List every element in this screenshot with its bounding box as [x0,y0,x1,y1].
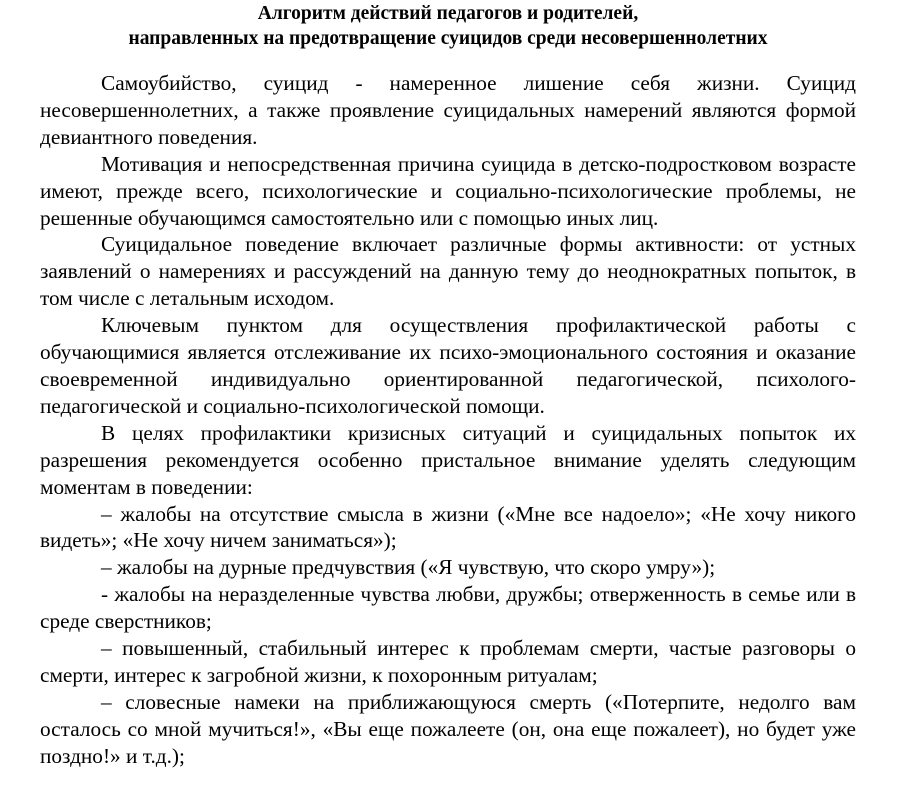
list-item: – жалобы на отсутствие смысла в жизни («Мне все надоело»; «Не хочу никого видеть»; «Не хочу ничем заниматься»); [40,501,856,553]
list-item: – словесные намеки на приближающуюся смерть («Потерпите, недолго вам осталось со мной мучиться!», «Вы еще пожалеете (он, она еще пожалеет), но будет уже поздно!» и т.д.); [40,689,856,768]
list-item: – повышенный, стабильный интерес к проблемам смерти, частые разговоры о смерти, интерес к загробной жизни, к похоронным ритуалам; [40,636,856,687]
list-item: - жалобы на неразделенные чувства любви, дружбы; отверженность в семье или в среде сверстников; [40,582,856,634]
list-item: – жалобы на дурные предчувствия («Я чувствую, что скоро умру»); [101,555,716,580]
paragraph-behavior-forms: Суицидальное поведение включает различные формы активности: от устных заявлений о намерениях и рассуждений на данную тему до неоднократных попыток, в том числе с летальным исходом. [40,232,856,311]
title-line-2: направленных на предотвращение суицидов среди несовершеннолетних [128,28,768,49]
document-body [40,70,856,770]
document-title [40,0,856,51]
paragraph-key-point: Ключевым пунктом для осуществления профилактической работы с обучающимися является отслеживание их психо-эмоционального состояния и оказание своевременной индивидуально ориентированной педагогической, психолого-педагогической и социально-психологической помощи. [40,313,856,418]
paragraph-recommendation: В целях профилактики кризисных ситуаций и суицидальных попыток их разрешения рекомендуется особенно пристальное внимание уделять следующим моментам в поведении: [40,420,856,499]
title-line-1: Алгоритм действий педагогов и родителей, [257,3,639,24]
paragraph-motivation: Мотивация и непосредственная причина суицида в детско-подростковом возрасте имеют, прежде всего, психологические и социально-психологические проблемы, не решенные обучающимся самостоятельно или с помощью иных лиц. [40,151,856,230]
paragraph-definition: Самоубийство, суицид - намеренное лишение себя жизни. Суицид несовершеннолетних, а также проявление суицидальных намерений являются формой девиантного поведения. [40,71,856,149]
warning-signs-list [40,501,856,770]
document-page [40,0,856,770]
